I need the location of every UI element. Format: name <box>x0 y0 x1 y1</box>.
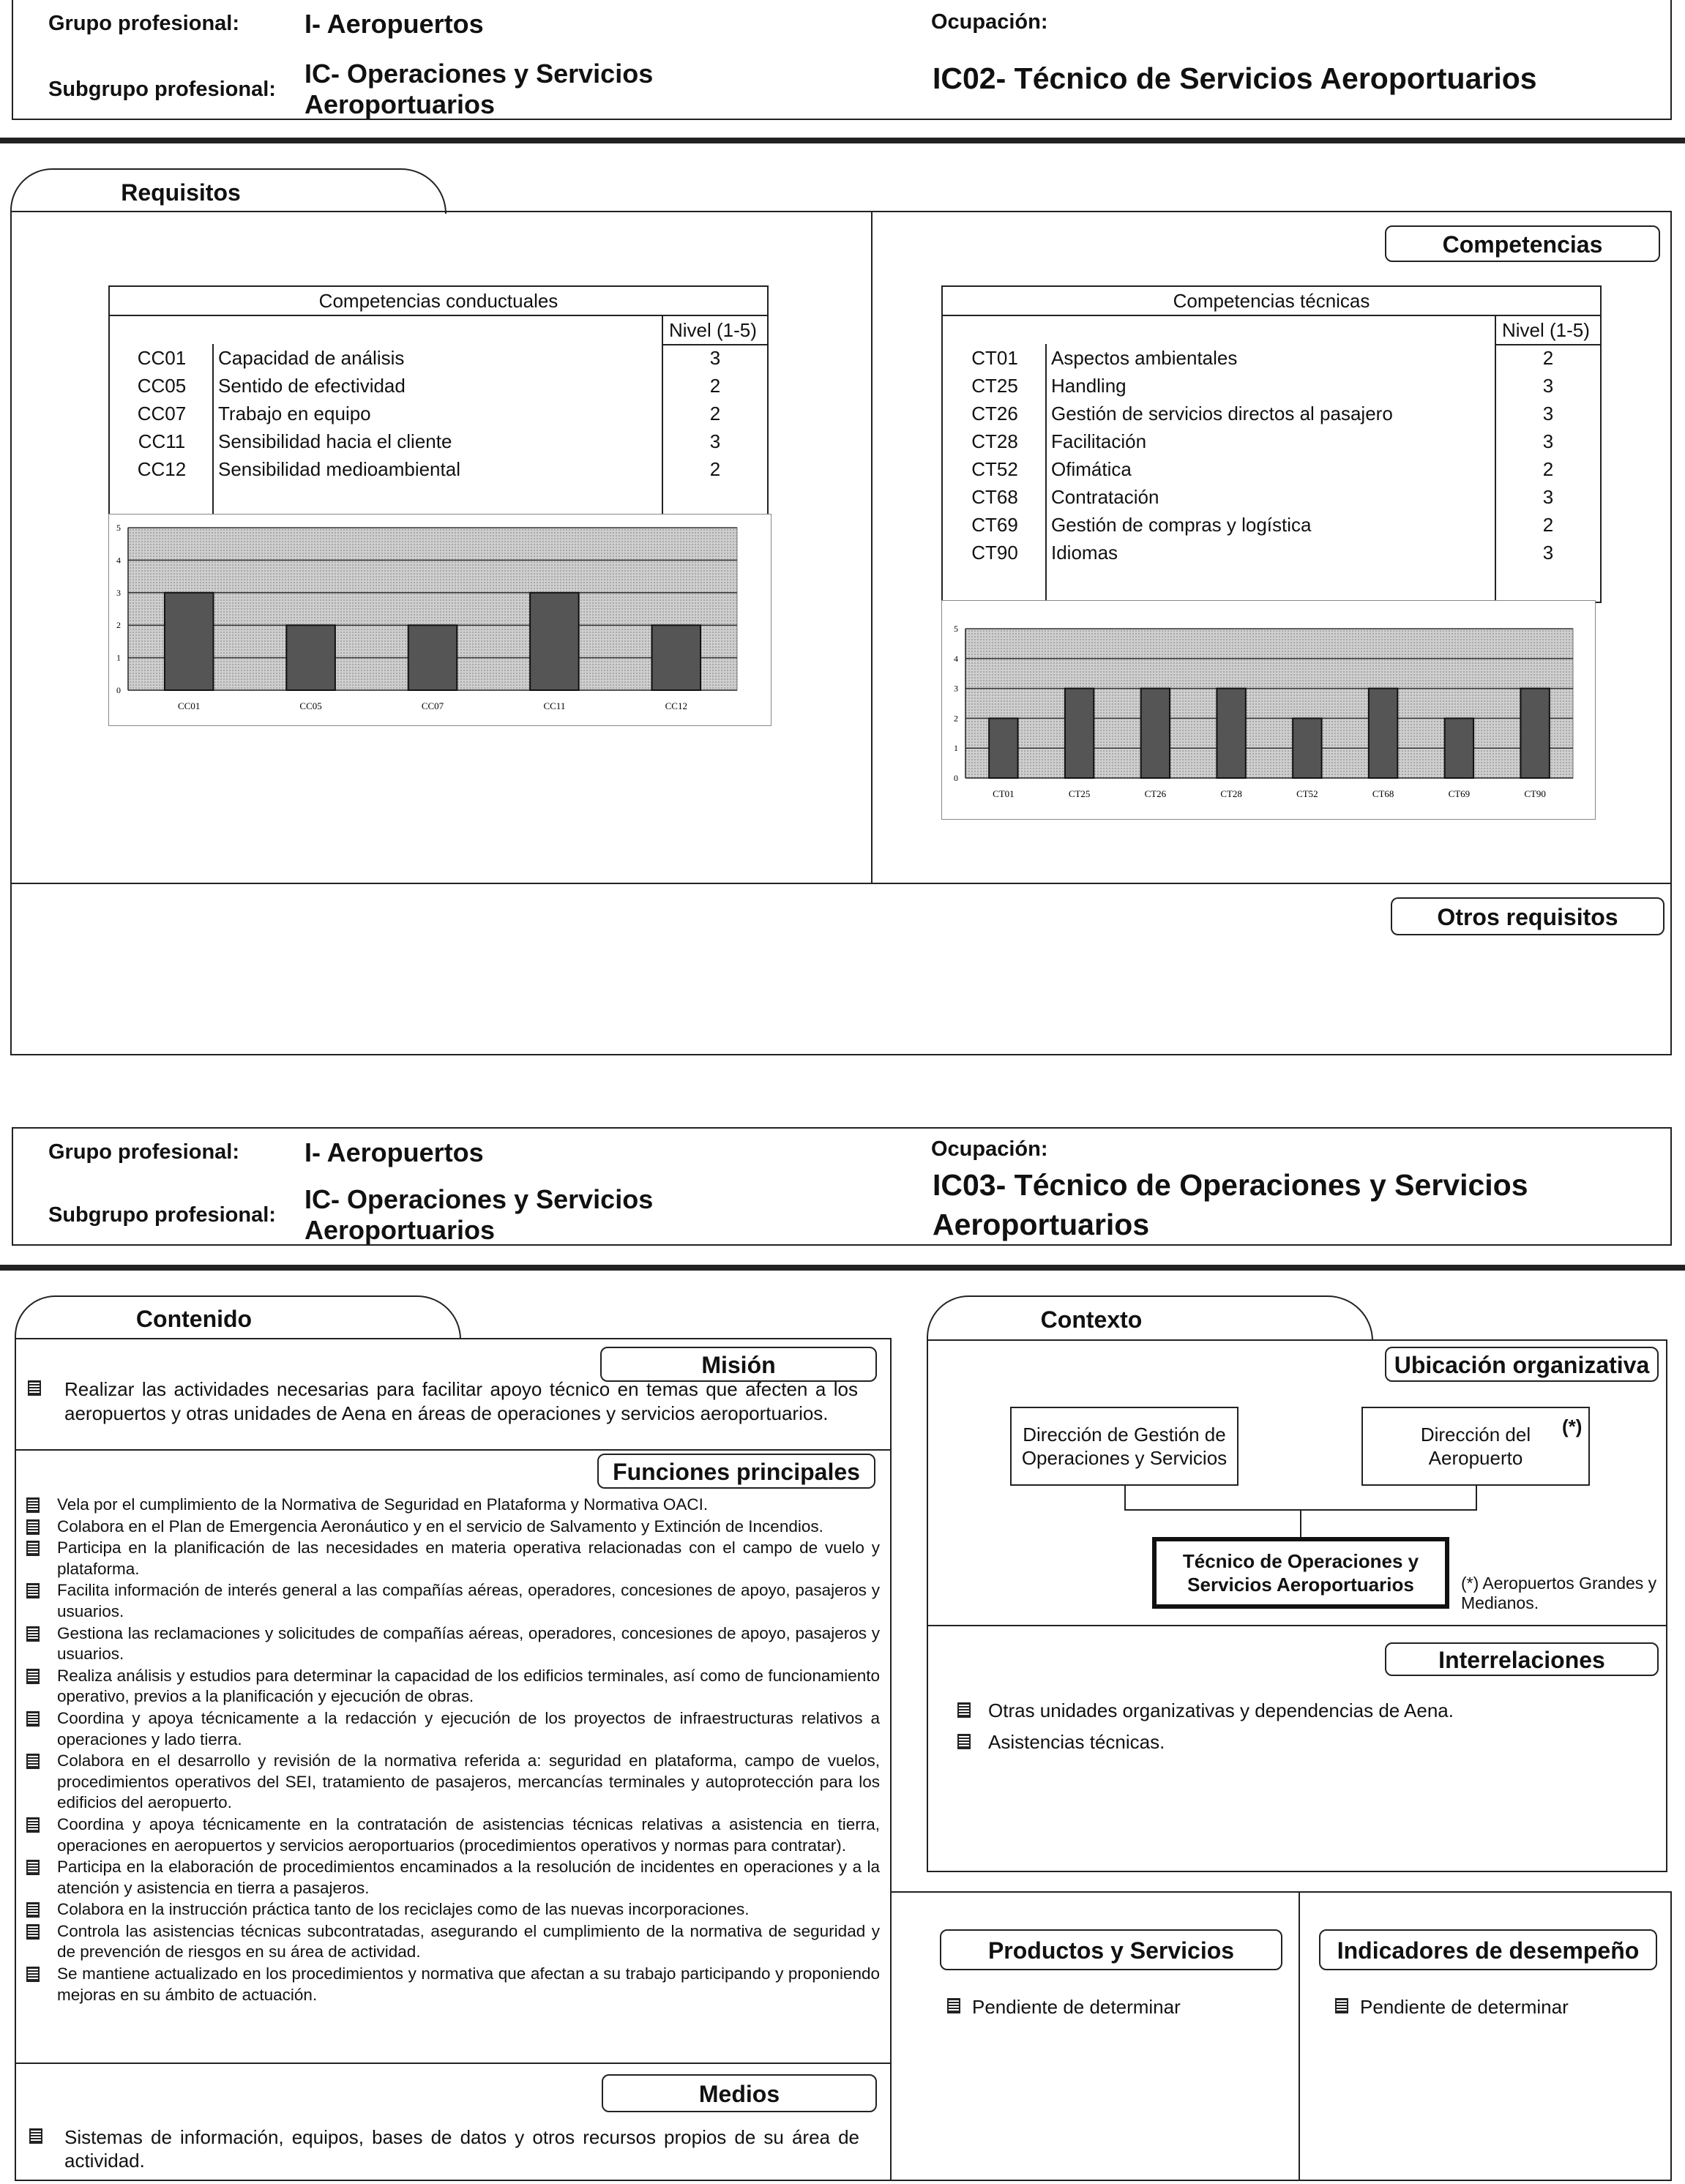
medios-label: Medios <box>602 2074 877 2112</box>
bullet-icon <box>26 1541 40 1556</box>
bullet-icon <box>26 1924 40 1940</box>
y-tick-label: 4 <box>116 555 121 566</box>
requisitos-divider-h <box>10 883 1672 884</box>
cc-code: CC07 <box>137 402 187 425</box>
funcion-text: Participa en la elaboración de procedimientos encaminados a la resolución de incidentes en operaciones y a la atención y asistencia en tierra a pasajeros. <box>57 1858 880 1897</box>
ct-row <box>943 455 1602 483</box>
y-tick-label: 5 <box>116 523 121 533</box>
x-tick-label: CC12 <box>665 700 687 711</box>
x-tick-label: CT25 <box>1068 788 1091 799</box>
x-tick-label: CT26 <box>1144 788 1167 799</box>
bar-cc07 <box>408 625 457 690</box>
cc-level: 3 <box>709 430 721 452</box>
ct-level: 2 <box>1542 346 1554 369</box>
bullet-icon <box>957 1702 971 1718</box>
grupo-label: Grupo profesional: <box>48 12 239 35</box>
funcion-item <box>19 1814 880 1856</box>
cc-name: Trabajo en equipo <box>218 402 371 425</box>
ct-code: CT26 <box>971 402 1018 425</box>
cc-row <box>110 400 769 427</box>
ct-row <box>943 344 1602 372</box>
productos-block <box>946 1995 1282 2019</box>
mision-text: Realizar las actividades necesarias para facilitar apoyo técnico en temas que afecten a los aeropuertos y otras unidades de Aena en áreas de operaciones y servicios aeroportuarios. <box>64 1378 858 1424</box>
subgrupo-label: Subgrupo profesional: <box>48 78 276 101</box>
bullet-icon <box>26 1519 40 1535</box>
cc-code: CC01 <box>137 346 187 369</box>
interrelacion-text: Otras unidades organizativas y dependencias de Aena. <box>988 1699 1454 1721</box>
funcion-text: Colabora en el Plan de Emergencia Aeronáutico y en el servicio de Salvamento y Extinción de Incendios. <box>57 1517 823 1536</box>
cc-level: 2 <box>709 374 721 397</box>
conductuales-title: Competencias conductuales <box>108 285 769 316</box>
funcion-item <box>19 1495 880 1516</box>
tecnicas-level-header: Nivel (1-5) <box>1502 319 1590 341</box>
org-main-text: Técnico de Operaciones y Servicios Aeroportuarios <box>1182 1550 1419 1596</box>
ocupacion-value-2a: IC03- Técnico de Operaciones y Servicios <box>933 1168 1528 1202</box>
cc-name: Sensibilidad medioambiental <box>218 457 460 480</box>
plot-area <box>965 629 1573 778</box>
productos-text: Pendiente de determinar <box>972 1996 1181 2018</box>
funcion-item <box>19 1708 880 1750</box>
ocupacion-value: IC02- Técnico de Servicios Aeroportuarios <box>933 61 1537 95</box>
grupo-label-2: Grupo profesional: <box>48 1140 239 1164</box>
y-tick-label: 4 <box>954 653 958 664</box>
productos-item <box>946 1995 1282 2019</box>
bullet-icon <box>26 1669 40 1684</box>
subgrupo-value-2b: Aeroportuarios <box>305 1215 496 1245</box>
bullet-icon <box>29 2128 42 2144</box>
funciones-label: Funciones principales <box>597 1454 875 1489</box>
funcion-text: Controla las asistencias técnicas subcontratadas, asegurando el cumplimiento de la normativa de seguridad y de prevención de riesgos en su área de actividad. <box>57 1921 880 1962</box>
x-tick-label: CT52 <box>1296 788 1318 799</box>
bullet-icon <box>26 1626 40 1642</box>
tecnicas-chart <box>941 600 1596 820</box>
funcion-item <box>19 1538 880 1579</box>
funcion-text: Colabora en el desarrollo y revisión de la normativa referida a: seguridad en plataforma, campo de vuelos, procedimientos operativos del SEI, tratamiento de pasajeros, mercancías terminales y autoprotección para los edificios del aeropuerto. <box>57 1751 880 1812</box>
ct-level: 2 <box>1542 457 1554 480</box>
funcion-text: Coordina y apoya técnicamente en la contratación de asistencias técnicas relativas a asistencia en tierra, operaciones en aeropuertos y servicios aeroportuarios (procedimientos operativos y normas para contratar). <box>57 1814 880 1855</box>
ct-row <box>943 483 1602 511</box>
bullet-icon <box>26 1817 40 1833</box>
funcion-item <box>19 1580 880 1622</box>
ct-name: Contratación <box>1051 485 1159 508</box>
bar-ct26 <box>1141 689 1170 778</box>
subgrupo-label-2: Subgrupo profesional: <box>48 1203 276 1227</box>
ct-code: CT01 <box>971 346 1018 369</box>
org-line-left <box>1124 1486 1126 1511</box>
medios-item <box>25 2125 859 2172</box>
tecnicas-body <box>941 316 1602 603</box>
requisitos-tab-label: Requisitos <box>121 179 241 206</box>
ct-row <box>943 400 1602 427</box>
conductuales-level-header: Nivel (1-5) <box>669 319 757 341</box>
bullet-icon <box>1335 1998 1348 2013</box>
interrelacion-item <box>953 1695 1612 1726</box>
bullet-icon <box>957 1734 971 1749</box>
funcion-text: Facilita información de interés general a las compañías aéreas, operadores, concesiones de apoyo, pasajeros y usuarios. <box>57 1581 880 1620</box>
ct-name: Idiomas <box>1051 541 1118 564</box>
ct-name: Gestión de servicios directos al pasajero <box>1051 402 1393 425</box>
ct-code: CT90 <box>971 541 1018 564</box>
bar-ct52 <box>1293 718 1321 778</box>
mision-divider <box>15 1449 892 1451</box>
ct-code: CT68 <box>971 485 1018 508</box>
funcion-text: Participa en la planificación de las necesidades en materia operativa relacionadas con el campo de vuelo y plataforma. <box>57 1538 880 1578</box>
y-tick-label: 2 <box>954 713 958 724</box>
interrelaciones-list <box>953 1695 1612 1758</box>
ocupacion-value-2b: Aeroportuarios <box>933 1208 1150 1241</box>
funcion-text: Realiza análisis y estudios para determinar la capacidad de los edificios terminales, así como de funcionamiento operativo, previos a la planificación y ejecución de obras. <box>57 1666 880 1706</box>
cc-row <box>110 344 769 372</box>
cc-code: CC11 <box>138 430 186 452</box>
tecnicas-title: Competencias técnicas <box>941 285 1602 316</box>
indicadores-block <box>1334 1995 1656 2019</box>
cc-row <box>110 372 769 400</box>
bar-ct90 <box>1520 689 1549 778</box>
interrelacion-text: Asistencias técnicas. <box>988 1731 1165 1753</box>
y-tick-label: 0 <box>954 773 958 783</box>
productos-label: Productos y Servicios <box>940 1929 1282 1970</box>
bullet-icon <box>26 1711 40 1727</box>
tecnicas-table <box>941 285 1602 603</box>
funcion-item <box>19 1517 880 1538</box>
cc-code: CC05 <box>137 374 187 397</box>
bullet-icon <box>26 1497 40 1513</box>
requisitos-tab <box>10 168 447 214</box>
otros-requisitos-label: Otros requisitos <box>1391 897 1665 935</box>
ct-level: 3 <box>1542 485 1554 508</box>
org-box-2-text: Dirección del Aeropuerto <box>1420 1424 1531 1469</box>
tecnicas-chart-svg <box>942 601 1596 820</box>
subgrupo-value-2: Aeroportuarios <box>305 89 496 119</box>
medios-block <box>25 2125 859 2173</box>
y-tick-label: 5 <box>954 624 958 634</box>
separator-2 <box>0 1265 1685 1271</box>
ct-level: 3 <box>1542 374 1554 397</box>
bar-ct69 <box>1445 718 1473 778</box>
org-line-right <box>1476 1486 1477 1511</box>
ubicacion-label: Ubicación organizativa <box>1385 1347 1659 1382</box>
ct-code: CT69 <box>971 513 1018 536</box>
bar-ct68 <box>1369 689 1397 778</box>
funcion-text: Gestiona las reclamaciones y solicitudes de compañías aéreas, operadores, concesiones de apoyo, pasajeros y usuarios. <box>57 1623 880 1664</box>
x-tick-label: CT69 <box>1448 788 1471 799</box>
requisitos-divider-v <box>871 211 873 883</box>
bar-ct25 <box>1065 689 1094 778</box>
y-tick-label: 3 <box>954 683 958 694</box>
bullet-icon <box>26 1583 40 1598</box>
interrelaciones-label: Interrelaciones <box>1385 1642 1659 1676</box>
bullet-icon <box>26 1754 40 1769</box>
ocupacion-label: Ocupación: <box>931 10 1048 34</box>
ct-name: Gestión de compras y logística <box>1051 513 1312 536</box>
funcion-item <box>19 1666 880 1708</box>
separator-1 <box>0 138 1685 143</box>
medios-divider <box>15 2063 892 2064</box>
cc-level: 3 <box>709 346 721 369</box>
y-tick-label: 0 <box>116 685 121 695</box>
indicadores-text: Pendiente de determinar <box>1360 1996 1569 2018</box>
bullet-icon <box>26 1902 40 1918</box>
org-note: (*) Aeropuertos Grandes y Medianos. <box>1461 1574 1657 1612</box>
org-box-direccion-gestion <box>1010 1407 1238 1486</box>
funcion-item <box>19 1899 880 1921</box>
contexto-divider <box>927 1625 1667 1626</box>
grupo-value: I- Aeropuertos <box>305 9 484 39</box>
cc-name: Sensibilidad hacia el cliente <box>218 430 452 452</box>
x-tick-label: CC01 <box>178 700 201 711</box>
bullet-icon <box>26 1860 40 1875</box>
y-tick-label: 1 <box>954 743 958 754</box>
x-tick-label: CT68 <box>1372 788 1394 799</box>
interrelacion-item <box>953 1727 1612 1757</box>
cc-row <box>110 455 769 483</box>
bar-cc12 <box>652 625 701 690</box>
subgrupo-value-2a: IC- Operaciones y Servicios <box>305 1184 654 1214</box>
y-tick-label: 1 <box>116 652 121 663</box>
ocupacion-label-2: Ocupación: <box>931 1137 1048 1161</box>
ct-level: 3 <box>1542 541 1554 564</box>
funciones-list <box>19 1495 880 2006</box>
contexto-tab-label: Contexto <box>1040 1306 1143 1333</box>
ct-name: Facilitación <box>1051 430 1147 452</box>
y-tick-label: 2 <box>116 620 121 631</box>
org-box-direccion-aeropuerto <box>1361 1407 1590 1486</box>
grupo-value-2: I- Aeropuertos <box>305 1137 484 1167</box>
bullet-icon <box>26 1967 40 1982</box>
funcion-text: Colabora en la instrucción práctica tanto de los reciclajes como de las nuevas incorporaciones. <box>57 1900 750 1919</box>
funcion-text: Vela por el cumplimiento de la Normativa de Seguridad en Plataforma y Normativa OACI. <box>57 1495 709 1514</box>
funcion-item <box>19 1964 880 2005</box>
ct-level: 3 <box>1542 430 1554 452</box>
mision-block <box>23 1377 858 1426</box>
ct-code: CT25 <box>971 374 1018 397</box>
org-line-down <box>1300 1509 1301 1537</box>
contenido-tab <box>15 1295 461 1339</box>
x-tick-label: CT90 <box>1524 788 1546 799</box>
ct-row <box>943 427 1602 455</box>
bar-ct01 <box>989 718 1017 778</box>
ct-code: CT52 <box>971 457 1018 480</box>
x-tick-label: CT01 <box>993 788 1015 799</box>
ct-level: 3 <box>1542 402 1554 425</box>
org-box-1-text: Dirección de Gestión de Operaciones y Servicios <box>1021 1424 1228 1469</box>
funcion-text: Se mantiene actualizado en los procedimientos y normativa que afectan a su trabajo participando y proponiendo mejoras en su ámbito de actuación. <box>57 1964 880 2004</box>
org-box-tecnico <box>1152 1537 1449 1609</box>
ct-code: CT28 <box>971 430 1018 452</box>
cc-name: Sentido de efectividad <box>218 374 406 397</box>
funcion-item <box>19 1857 880 1899</box>
funcion-item <box>19 1623 880 1665</box>
x-tick-label: CC11 <box>543 700 566 711</box>
bar-cc05 <box>286 625 335 690</box>
cc-level: 2 <box>709 402 721 425</box>
ct-row <box>943 511 1602 539</box>
ct-row <box>943 539 1602 566</box>
cc-code: CC12 <box>137 457 187 480</box>
cc-row <box>110 427 769 455</box>
medios-text: Sistemas de información, equipos, bases de datos y otros recursos propios de su área de actividad. <box>64 2126 859 2172</box>
org-asterisk: (*) <box>1562 1416 1583 1437</box>
funcion-text: Coordina y apoya técnicamente a la redacción y ejecución de los proyectos de infraestructuras relativos a operaciones y lado tierra. <box>57 1708 880 1749</box>
bottom-right-divider <box>1299 1891 1300 2181</box>
competencias-label: Competencias <box>1385 225 1660 262</box>
cc-level: 2 <box>709 457 721 480</box>
subgrupo-value-1: IC- Operaciones y Servicios <box>305 59 654 89</box>
funcion-item <box>19 1921 880 1963</box>
bar-ct28 <box>1217 689 1245 778</box>
ct-name: Ofimática <box>1051 457 1132 480</box>
mision-item <box>23 1377 858 1426</box>
cc-name: Capacidad de análisis <box>218 346 405 369</box>
bullet-icon <box>947 1998 960 2013</box>
y-tick-label: 3 <box>116 587 121 598</box>
conductuales-rows <box>110 344 769 483</box>
tecnicas-rows <box>943 344 1602 566</box>
ct-level: 2 <box>1542 513 1554 536</box>
mision-label: Misión <box>600 1347 877 1382</box>
bar-cc01 <box>165 593 214 690</box>
conductuales-chart <box>108 514 771 726</box>
x-tick-label: CC07 <box>421 700 444 711</box>
conductuales-chart-svg <box>109 515 772 727</box>
indicadores-item <box>1334 1995 1656 2019</box>
funcion-item <box>19 1751 880 1814</box>
bar-cc11 <box>530 593 579 690</box>
indicadores-label: Indicadores de desempeño <box>1319 1929 1657 1970</box>
x-tick-label: CT28 <box>1220 788 1242 799</box>
x-tick-label: CC05 <box>299 700 322 711</box>
bullet-icon <box>28 1380 41 1396</box>
ct-row <box>943 372 1602 400</box>
contenido-tab-label: Contenido <box>135 1306 253 1332</box>
contexto-tab <box>927 1295 1373 1341</box>
ct-name: Aspectos ambientales <box>1051 346 1238 369</box>
ct-name: Handling <box>1051 374 1127 397</box>
header-box-1 <box>12 0 1672 120</box>
